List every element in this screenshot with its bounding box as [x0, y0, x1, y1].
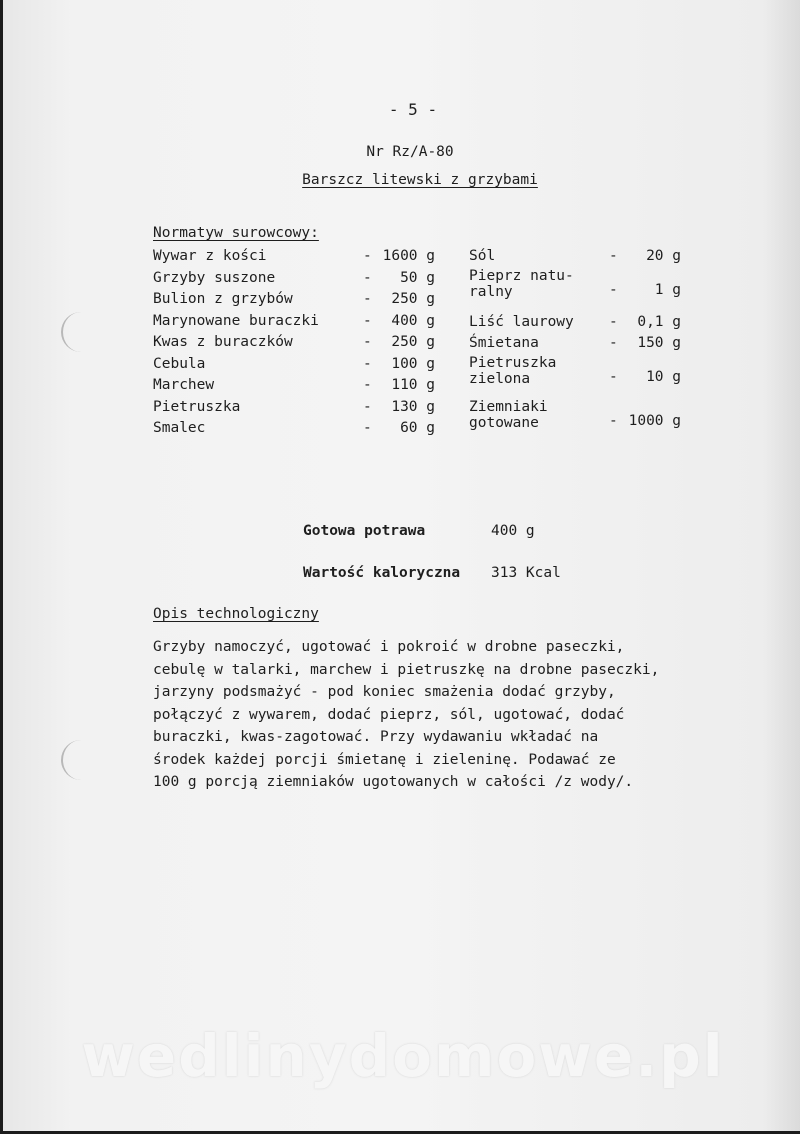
- ingredient-row: [153, 311, 443, 333]
- ingredient-qty: 20 g: [646, 248, 681, 264]
- ingredient-name: Grzyby suszone: [153, 269, 276, 286]
- page-number: - 5 -: [388, 100, 438, 119]
- ingredient-name: Kwas z buraczków: [153, 334, 293, 350]
- ingredient-dash: -: [609, 313, 618, 330]
- description-line: 100 g porcją ziemniaków ugotowanych w całości /z wody/.: [153, 774, 634, 790]
- ingredient-dash: -: [609, 248, 618, 264]
- ingredient-dash: -: [363, 377, 372, 393]
- ingredient-qty: 250 g: [391, 291, 435, 307]
- ingredient-qty: 1000 g: [628, 412, 681, 429]
- description-line: buraczki, kwas-zagotować. Przy wydawaniu wkładać na: [153, 729, 599, 745]
- ingredient-row: [469, 333, 689, 355]
- ingredient-dash: -: [609, 412, 618, 429]
- description-heading: Opis technologiczny: [153, 606, 319, 622]
- ingredient-dash: -: [609, 368, 618, 385]
- ingredient-dash: -: [363, 398, 372, 415]
- description-body: [153, 636, 753, 794]
- ingredient-name: Smalec: [153, 420, 206, 436]
- ingredient-dash: -: [363, 291, 372, 307]
- ingredient-name: Wywar z kości: [153, 248, 267, 264]
- ingredients-heading: Normatyw surowcowy:: [153, 225, 319, 241]
- ingredient-name: Pietruszka: [153, 398, 241, 415]
- ingredient-name: Liść laurowy: [469, 313, 574, 330]
- document-number: Nr Rz/A-80: [366, 144, 454, 160]
- description-line: Grzyby namoczyć, ugotować i pokroić w drobne paseczki,: [153, 639, 625, 655]
- punch-hole-mark: [61, 312, 89, 352]
- ingredient-row: [153, 354, 443, 376]
- calorie-label: Wartość kaloryczna: [303, 565, 461, 581]
- dish-title: Barszcz litewski z grzybami: [302, 172, 538, 188]
- ingredient-name: Marchew: [153, 377, 215, 393]
- ingredient-qty: 10 g: [646, 368, 681, 385]
- ingredient-name: Bulion z grzybów: [153, 291, 293, 307]
- ingredient-dash: -: [363, 269, 372, 286]
- ingredient-name: Marynowane buraczki: [153, 312, 319, 329]
- ingredient-dash: -: [363, 312, 372, 329]
- ingredient-row: [469, 355, 689, 399]
- punch-hole-mark: [61, 740, 89, 780]
- ingredient-qty: 130 g: [391, 398, 435, 415]
- ingredient-row: [153, 268, 443, 290]
- ingredient-qty: 50 g: [400, 269, 435, 286]
- ingredient-name: Pietruszka zielona: [469, 354, 557, 387]
- ingredient-qty: 0,1 g: [637, 313, 681, 330]
- ingredients-left-list: [153, 246, 443, 440]
- ingredient-qty: 100 g: [391, 355, 435, 372]
- ready-dish-value: 400 g: [491, 523, 535, 539]
- ingredient-qty: 110 g: [391, 377, 435, 393]
- ingredient-row: [469, 399, 689, 443]
- ingredient-dash: -: [609, 281, 618, 298]
- ingredient-name: Śmietana: [469, 335, 539, 351]
- ingredient-qty: 1 g: [654, 281, 681, 298]
- description-line: środek każdej porcji śmietanę i zieleninę. Podawać ze: [153, 751, 616, 768]
- ingredient-dash: -: [363, 248, 372, 264]
- ingredient-dash: -: [363, 420, 372, 436]
- ingredient-dash: -: [363, 355, 372, 372]
- ingredient-qty: 60 g: [400, 420, 435, 436]
- ingredient-name: Cebula: [153, 355, 206, 372]
- ingredient-dash: -: [609, 335, 618, 351]
- ingredient-qty: 250 g: [391, 334, 435, 350]
- ingredient-name: Pieprz natu- ralny: [469, 267, 574, 300]
- ingredient-name: Ziemniaki gotowane: [469, 398, 548, 431]
- ingredient-name: Sól: [469, 248, 496, 264]
- ingredient-qty: 150 g: [637, 335, 681, 351]
- ingredient-qty: 400 g: [391, 312, 435, 329]
- watermark: wedlinydomowe.pl: [81, 1022, 725, 1090]
- ingredient-row: [469, 246, 689, 268]
- ingredient-dash: -: [363, 334, 372, 350]
- description-line: połączyć z wywarem, dodać pieprz, sól, ugotować, dodać: [153, 706, 625, 723]
- ingredient-row: [153, 246, 443, 268]
- ingredient-row: [469, 312, 689, 334]
- ready-dish-label: Gotowa potrawa: [303, 523, 426, 539]
- ingredient-row: [153, 289, 443, 311]
- ingredient-row: [469, 268, 689, 312]
- ingredient-row: [153, 418, 443, 440]
- ingredient-qty: 1600 g: [382, 248, 435, 264]
- description-line: cebulę w talarki, marchew i pietruszkę na drobne paseczki,: [153, 661, 660, 678]
- ingredients-right-list: [469, 246, 689, 443]
- ingredient-row: [153, 375, 443, 397]
- ingredient-row: [153, 332, 443, 354]
- description-line: jarzyny podsmażyć - pod koniec smażenia dodać grzyby,: [153, 684, 616, 700]
- ingredient-row: [153, 397, 443, 419]
- calorie-value: 313 Kcal: [491, 565, 561, 581]
